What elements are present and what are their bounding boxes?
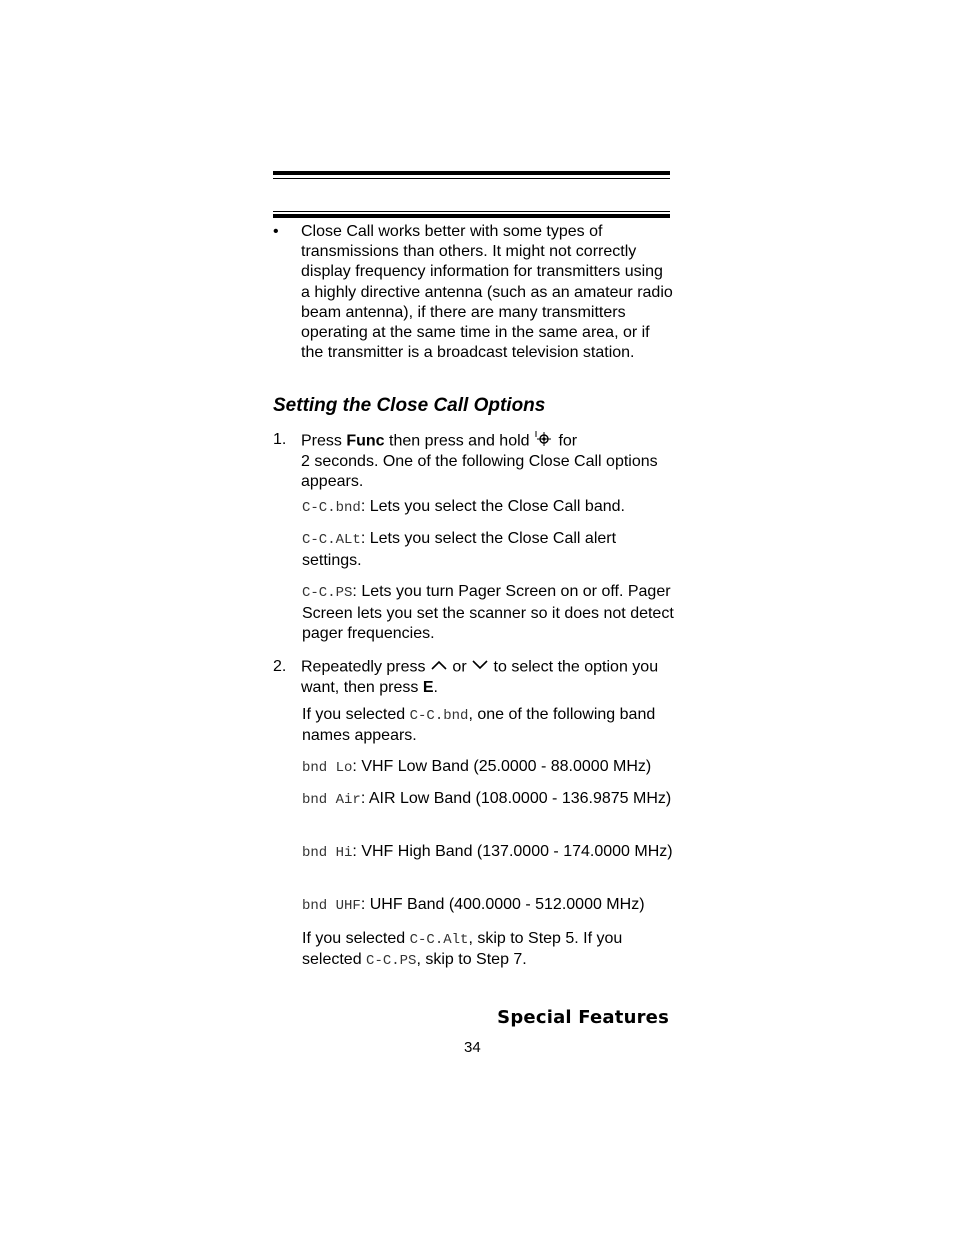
step-2-number: 2. [273, 658, 287, 675]
bnd-intro-pre: If you selected [302, 706, 410, 723]
option-code: C-C.PS [302, 585, 353, 601]
band-uhf [302, 895, 674, 917]
band-desc: : AIR Low Band (108.0000 - 136.9875 MHz) [360, 790, 672, 807]
bullet-text: Close Call works better with some types of transmissions than others. It might not correctly display frequency information for transmitters using a highly directive antenna (such as an amateur radio beam antenna), if there are many transmitters operating at the same time in the same area, or if the transmitter is a broadcast television station. [301, 223, 673, 362]
bnd-intro-post: , one of the following band names appears. [302, 706, 656, 744]
skip-note [302, 929, 674, 971]
footer-section-title: Special Features [497, 1007, 669, 1028]
band-desc: : VHF Low Band (25.0000 - 88.0000 MHz) [352, 758, 652, 775]
step-1-pre: Press [301, 432, 347, 450]
band-hi [302, 842, 674, 864]
func-key: Func [346, 432, 385, 450]
skip-code-1: C-C.Alt [409, 932, 469, 948]
step-1-post: for [554, 432, 578, 450]
close-call-icon [534, 430, 554, 452]
step-2 [273, 657, 673, 698]
step-2-pre: Repeatedly press [301, 658, 430, 676]
header-rule-thin-top [273, 178, 670, 179]
section-heading: Setting the Close Call Options [273, 395, 546, 416]
band-desc: : UHF Band (400.0000 - 512.0000 MHz) [360, 896, 645, 913]
e-key: E [422, 678, 434, 696]
skip-code-2: C-C.PS [366, 953, 417, 969]
step-1-line2: 2 seconds. One of the following Close Call options appears. [301, 453, 658, 491]
bullet-item [273, 222, 673, 363]
option-desc: : Lets you turn Pager Screen on or off. Pager Screen lets you set the scanner so it does not detect pager frequencies. [302, 583, 674, 642]
step-1 [273, 430, 673, 493]
option-code: C-C.bnd [302, 500, 361, 516]
band-code: bnd UHF [302, 898, 361, 914]
option-alt [302, 529, 674, 571]
band-code: bnd Air [302, 792, 361, 808]
step-2-mid: to select the option you want, then press [301, 658, 659, 696]
option-bnd [302, 497, 674, 519]
option-desc: : Lets you select the Close Call band. [360, 498, 625, 515]
step-2-end: . [433, 678, 438, 696]
band-air [302, 789, 674, 811]
down-arrow-icon [471, 657, 489, 677]
option-ps [302, 582, 674, 645]
band-desc: : VHF High Band (137.0000 - 174.0000 MHz) [352, 843, 673, 860]
bnd-intro-code: C-C.bnd [409, 708, 469, 724]
skip-mid: , skip to Step 5. If you selected [302, 930, 623, 968]
up-arrow-icon [430, 657, 448, 677]
header-rule-thick-top [273, 171, 670, 175]
band-code: bnd Hi [302, 845, 353, 861]
header-rule-thick-bottom [273, 214, 670, 218]
band-code: bnd Lo [302, 760, 353, 776]
band-lo [302, 757, 674, 779]
option-code: C-C.ALt [302, 532, 361, 548]
step-1-mid: then press and hold [384, 432, 534, 450]
option-desc: : Lets you select the Close Call alert settings. [302, 530, 617, 569]
step-2-or: or [447, 658, 472, 676]
skip-pre: If you selected [302, 930, 410, 947]
page-number: 34 [464, 1039, 481, 1056]
bullet-mark: • [273, 223, 279, 240]
bnd-intro [302, 705, 674, 746]
step-1-number: 1. [273, 431, 287, 448]
header-rule-thin-bottom [273, 211, 670, 212]
skip-post: , skip to Step 7. [416, 951, 527, 968]
